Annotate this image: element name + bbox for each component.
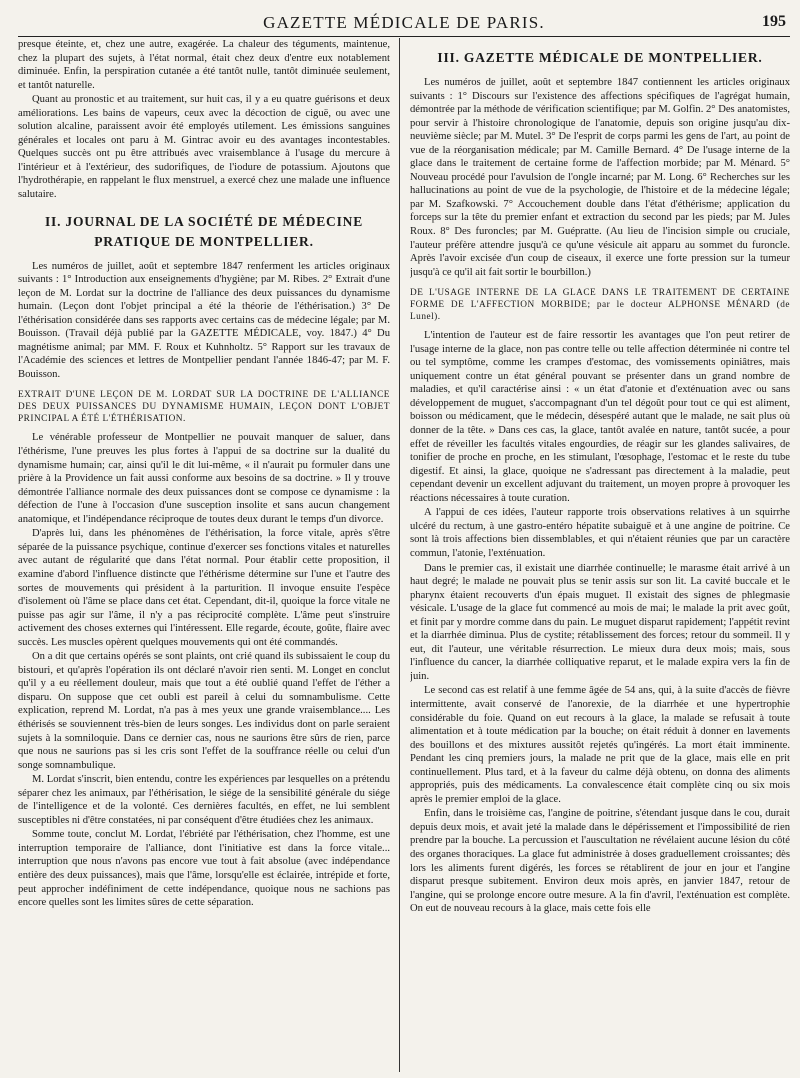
paragraph: L'intention de l'auteur est de faire ressortir les avantages que l'on peut retirer de l'usage interne de la glace, non pas contre telle ou telle affection déterminée ni contre tel ou tel symptôme, comme les crampes d'estomac, des vomissements opiniâtres, mais uniquement contre un état général pouvant se présenter dans un grand nombre de maladies, et qu'il caractérise ainsi : « un état d'atonie et d'exténuation avec ou sans développement de muguet, s'accompagnant d'un tel dégoût pour tout ce qui est aliment, boisson ou médicament, que le médecin, désespéré autant que le malade, ne sait plus où donner de la tête. » Dans ces cas, la glace, tantôt avalée en nature, tantôt sucée, a pour effet de réveiller les facultés vitales engourdies, de réagir sur les glandes salivaires, de tonifier de proche en proche, en les stimulant, l'œsophage, l'estomac et le reste du tube digestif. Et ainsi, la glace, quoique ne s'adressant pas directement à la maladie, peut cependant devenir un excellent adjuvant du traitement, un moyen propre à provoquer les réactions nécessaires à toute curation. [410,330,790,504]
page-number: 195 [762,13,786,30]
section-heading: III. GAZETTE MÉDICALE DE MONTPELLIER. [437,50,763,65]
paragraph: A l'appui de ces idées, l'auteur rapporte trois observations relatives à un squirrhe ulcéré du rectum, à une gastro-entéro hépatite subaiguë et à une angine de poitrine. Ce sont là trois affections bien dissemblables, et qui n'étaient réunies que par un caractère commun, l'atonie, l'exténuation. [410,507,790,559]
journal-title: GAZETTE MÉDICALE DE PARIS. [263,13,545,32]
article-subheading: DE L'USAGE INTERNE DE LA GLACE DANS LE TRAITEMENT DE CERTAINE FORME DE L'AFFECTION MORBIDE; par le docteur ALPHONSE MÉNARD (de Lunel). [410,288,790,323]
paragraph: Les numéros de juillet, août et septembre 1847 renferment les articles originaux suivants : 1° Introduction aux enseignements d'hygiène; par M. Ribes. 2° Extrait d'une leçon de M. Lordat sur la doctrine de l'alliance des deux puissances du dynamisme humain. (Leçon dont l'objet principal a été la théorie de l'éthérisation.) 3° De l'éthérisation considérée dans ses rapports avec certains cas de médecine légale; par M. Bouisson. (Travail déjà publié par la GAZETTE MÉDICALE, voy. 1847.) 4° Du magnétisme animal; par MM. F. Roux et Kuhnholtz. 5° Rapport sur les travaux de l'Académie des sciences et lettres de Montpellier pendant l'année 1846-47; par M. F. Bouisson. [18,260,390,380]
column-divider [399,38,400,1072]
paragraph: Le second cas est relatif à une femme âgée de 54 ans, qui, à la suite d'accès de fièvre intermittente, avait conservé de l'anorexie, de la diarrhée et une hypertrophie considérable du foie. Quand on eut recours à la glace, la malade se refusait à toute alimentation et à toute médication par la bouche; on était réduit à donner en lavements des bouillons et des mixtures aussitôt rejetés qu'ingérés. La mort était imminente. Pendant les cinq premiers jours, la malade ne prit que de la glace, mais elle en prit continuellement. Plus tard, et à la faveur du calme déjà obtenu, on donna des aliments appropriés, puis des médicaments. La convalescence était complète cinq ou six mois après le premier emploi de la glace. [410,685,790,805]
right-column [410,38,790,1072]
paragraph: On a dit que certains opérés se sont plaints, ont crié quand ils subissaient le coup du bistouri, et qu'après l'opération ils ont déclaré n'avoir rien senti. M. Longet en conclut qu'il y a eu réellement douleur, mais que tout a été oublié quand l'effet de l'éther a disparu. On suppose que cet oubli est pareil à celui du somnambulisme. Cette explication, reprend M. Lordat, n'a pas à mes yeux une grande vraisemblance.... Les éthérisés se souviennent très-bien de leurs songes. Les individus dont on parle seraient sujets à la somniloquie. Dans ce dernier cas, nous ne saurions être sûrs de rien, parce que nous ne saurions pas si les cris sont l'effet de la souffrance réelle ou celui d'un songe somnambulique. [18,651,390,771]
paragraph: Quant au pronostic et au traitement, sur huit cas, il y a eu quatre guérisons et deux améliorations. Les bains de vapeurs, ceux avec la décoction de ciguë, ou avec une solution alcaline, paraissent avoir été employés utilement. Les émissions sanguines générales et locales ont paru à M. Gintrac avoir eu des avantages incontestables. Quelques succès ont pu être attribués avec vraisemblance à l'usage du mercure à l'intérieur et à l'extérieur, des sudorifiques, de l'iodure de potassium. Ajoutons que l'hydrothérapie, en rappelant le flux menstruel, a exercé chez une malade une influence salutaire. [18,94,390,201]
running-header [18,12,790,37]
section-heading: II. JOURNAL DE LA SOCIÉTÉ DE MÉDECINE PRATIQUE DE MONTPELLIER. [44,213,364,249]
left-column [18,38,390,1072]
paragraph: M. Lordat s'inscrit, bien entendu, contre les expériences par lesquelles on a prétendu séparer chez les animaux, par l'éthérisation, le siége de la sensibilité générale du siége de l'intelligence et de la volonté. Ces dernières facultés, en effet, ne lui semblent susceptibles ni d'être constatées, ni par conséquent d'être étudiées chez les animaux. [18,774,390,826]
paragraph: Les numéros de juillet, août et septembre 1847 contiennent les articles originaux suivants : 1° Discours sur l'existence des affections spécifiques de l'agrégat humain, démontrée par la méthode de vérification scientifique; par M. Golfin. 2° Des anatomistes, pour servir à l'histoire chronologique de l'anatomie, depuis son origine jusqu'au dix-neuvième siècle; par M. Mutel. 3° De l'esprit de corps parmi les gens de l'art, au point de vue de la réorganisation médicale; par M. Camille Bernard. 4° De l'usage interne de la glace dans le traitement de certaine forme de l'affection morbide; par M. Ménard. 5° Nouveau procédé pour l'avulsion de l'ongle incarné; par M. Long. 6° Recherches sur les hallucinations au point de vue de la psychologie, de l'histoire et de la médecine légale; par M. Szafkowski. 7° Accouchement double dans l'état d'éthérisme; application du forceps sur la tête du premier enfant et extraction du second par les pieds; par M. Jules Roux. 8° Des furoncles; par M. Guépratte. (Au lieu de l'incision simple ou cruciale, l'auteur préfère attendre jusqu'à ce qu'une vésicule ait apparu au sommet du furoncle. Après l'avoir excisée d'un coup de ciseaux, il exerce une forte pression sur la tumeur jusqu'à ce qu'il ait fait sortir le bourbillon.) [410,77,790,278]
paragraph: Enfin, dans le troisième cas, l'angine de poitrine, s'étendant jusque dans le cou, durait depuis deux mois, et avait jeté la malade dans le dépérissement et l'impossibilité de rien prendre par la bouche. La percussion et l'auscultation ne révélaient aucune lésion du côté des organes thoraciques. La glace fut administrée à doses graduellement croissantes; dès lors les aliments furent digérés, les forces se rétablirent de jour en jour et l'angine disparut presque subitement. Environ deux mois après, en janvier 1847, retour de l'angine, qui se prolonge encore outre mesure. A la fin d'avril, l'exténuation est complète. On eut de nouveau recours à la glace, mais cette fois elle [410,808,790,915]
paragraph: presque éteinte, et, chez une autre, exagérée. La chaleur des téguments, maintenue, chez la plupart des sujets, à l'état normal, était chez deux d'entre eux notablement diminuée. Enfin, la perspiration cutanée a été tantôt nulle, tantôt diminuée seulement, et tantôt naturelle. [18,39,390,91]
paragraph: Le vénérable professeur de Montpellier ne pouvait manquer de saluer, dans l'éthérisme, l'une preuves les plus fortes à l'appui de sa doctrine sur la dualité du dynamisme humain; car, ainsi qu'il le dit lui-même, « il n'aurait pu formuler dans une prière à la Providence un fait aussi conforme aux besoins de sa doctrine. » Il y trouve démontrée l'alliance normale des deux puissances dont se compose ce dynamisme : la défection de l'une à l'occasion d'une susception insolite et sans aucun changement anatomique, et l'indépendance réciproque de toutes deux durant le temps d'un divorce. [18,432,390,525]
article-subheading: EXTRAIT D'UNE LEÇON DE M. LORDAT SUR LA DOCTRINE DE L'ALLIANCE DES DEUX PUISSANCES DU DYNAMISME HUMAIN, LEÇON DONT L'OBJET PRINCIPAL A ÉTÉ L'ÉTHÉRISATION. [18,390,390,425]
paragraph: Dans le premier cas, il existait une diarrhée continuelle; le marasme était arrivé à un haut degré; le malade ne pouvait plus se tenir assis sur son lit. La cavité buccale et le pharynx étaient recouverts d'un épais muguet. Il existait des signes de phlegmasie vésicale. L'usage de la glace fut commencé au mois de mai; le malade la prit avec goût, et finit par y mordre comme dans du pain. Le muguet disparut rapidement; l'appétit revint et la diarrhée diminua. Plus de cystite; rétablissement des forces; retour du sommeil. Il y eut, dit l'auteur, une véritable résurrection. Le mieux dura deux mois; mais, sous l'influence du cancer, la diarrhée colliquative reparut, et le malade expira vers la fin de juin. [410,562,790,682]
paragraph: Somme toute, conclut M. Lordat, l'ébriété par l'éthérisation, chez l'homme, est une interruption temporaire de l'alliance, dont l'initiative est dans la force vitale... interruption que nous n'avons pas encore vue tout à fait absolue (avec indépendance entière des deux puissances), mais que l'âme, lorsqu'elle est éclairée, intrépide et forte, peut approcher indéfiniment de cette indépendance, quoique nous ne sachions pas encore quelles sont les limites sûres de cette séparation. [18,829,390,909]
paragraph: D'après lui, dans les phénomènes de l'éthérisation, la force vitale, après s'être séparée de la puissance psychique, continue d'exercer ses fonctions vitales et naturelles avec autant de régularité que dans l'état normal. Pour établir cette proposition, il examine d'abord l'influence distincte que l'éthérisme détermine sur l'une et l'autre des sortes de mouvements qui président à la parturition. Il invoque ensuite l'espèce d'isolement où l'âme se place dans cet état. Cependant, dit-il, quoique la force vitale ne puisse pas agir sur l'âme, il n'y a pas réciprocité complète. L'âme peut s'instruire activement des choses externes qui l'intéressent. Elle regarde, écoute, goûte, flaire avec succès. Les muscles opèrent quelques mouvements qui ont été commandés. [18,528,390,648]
